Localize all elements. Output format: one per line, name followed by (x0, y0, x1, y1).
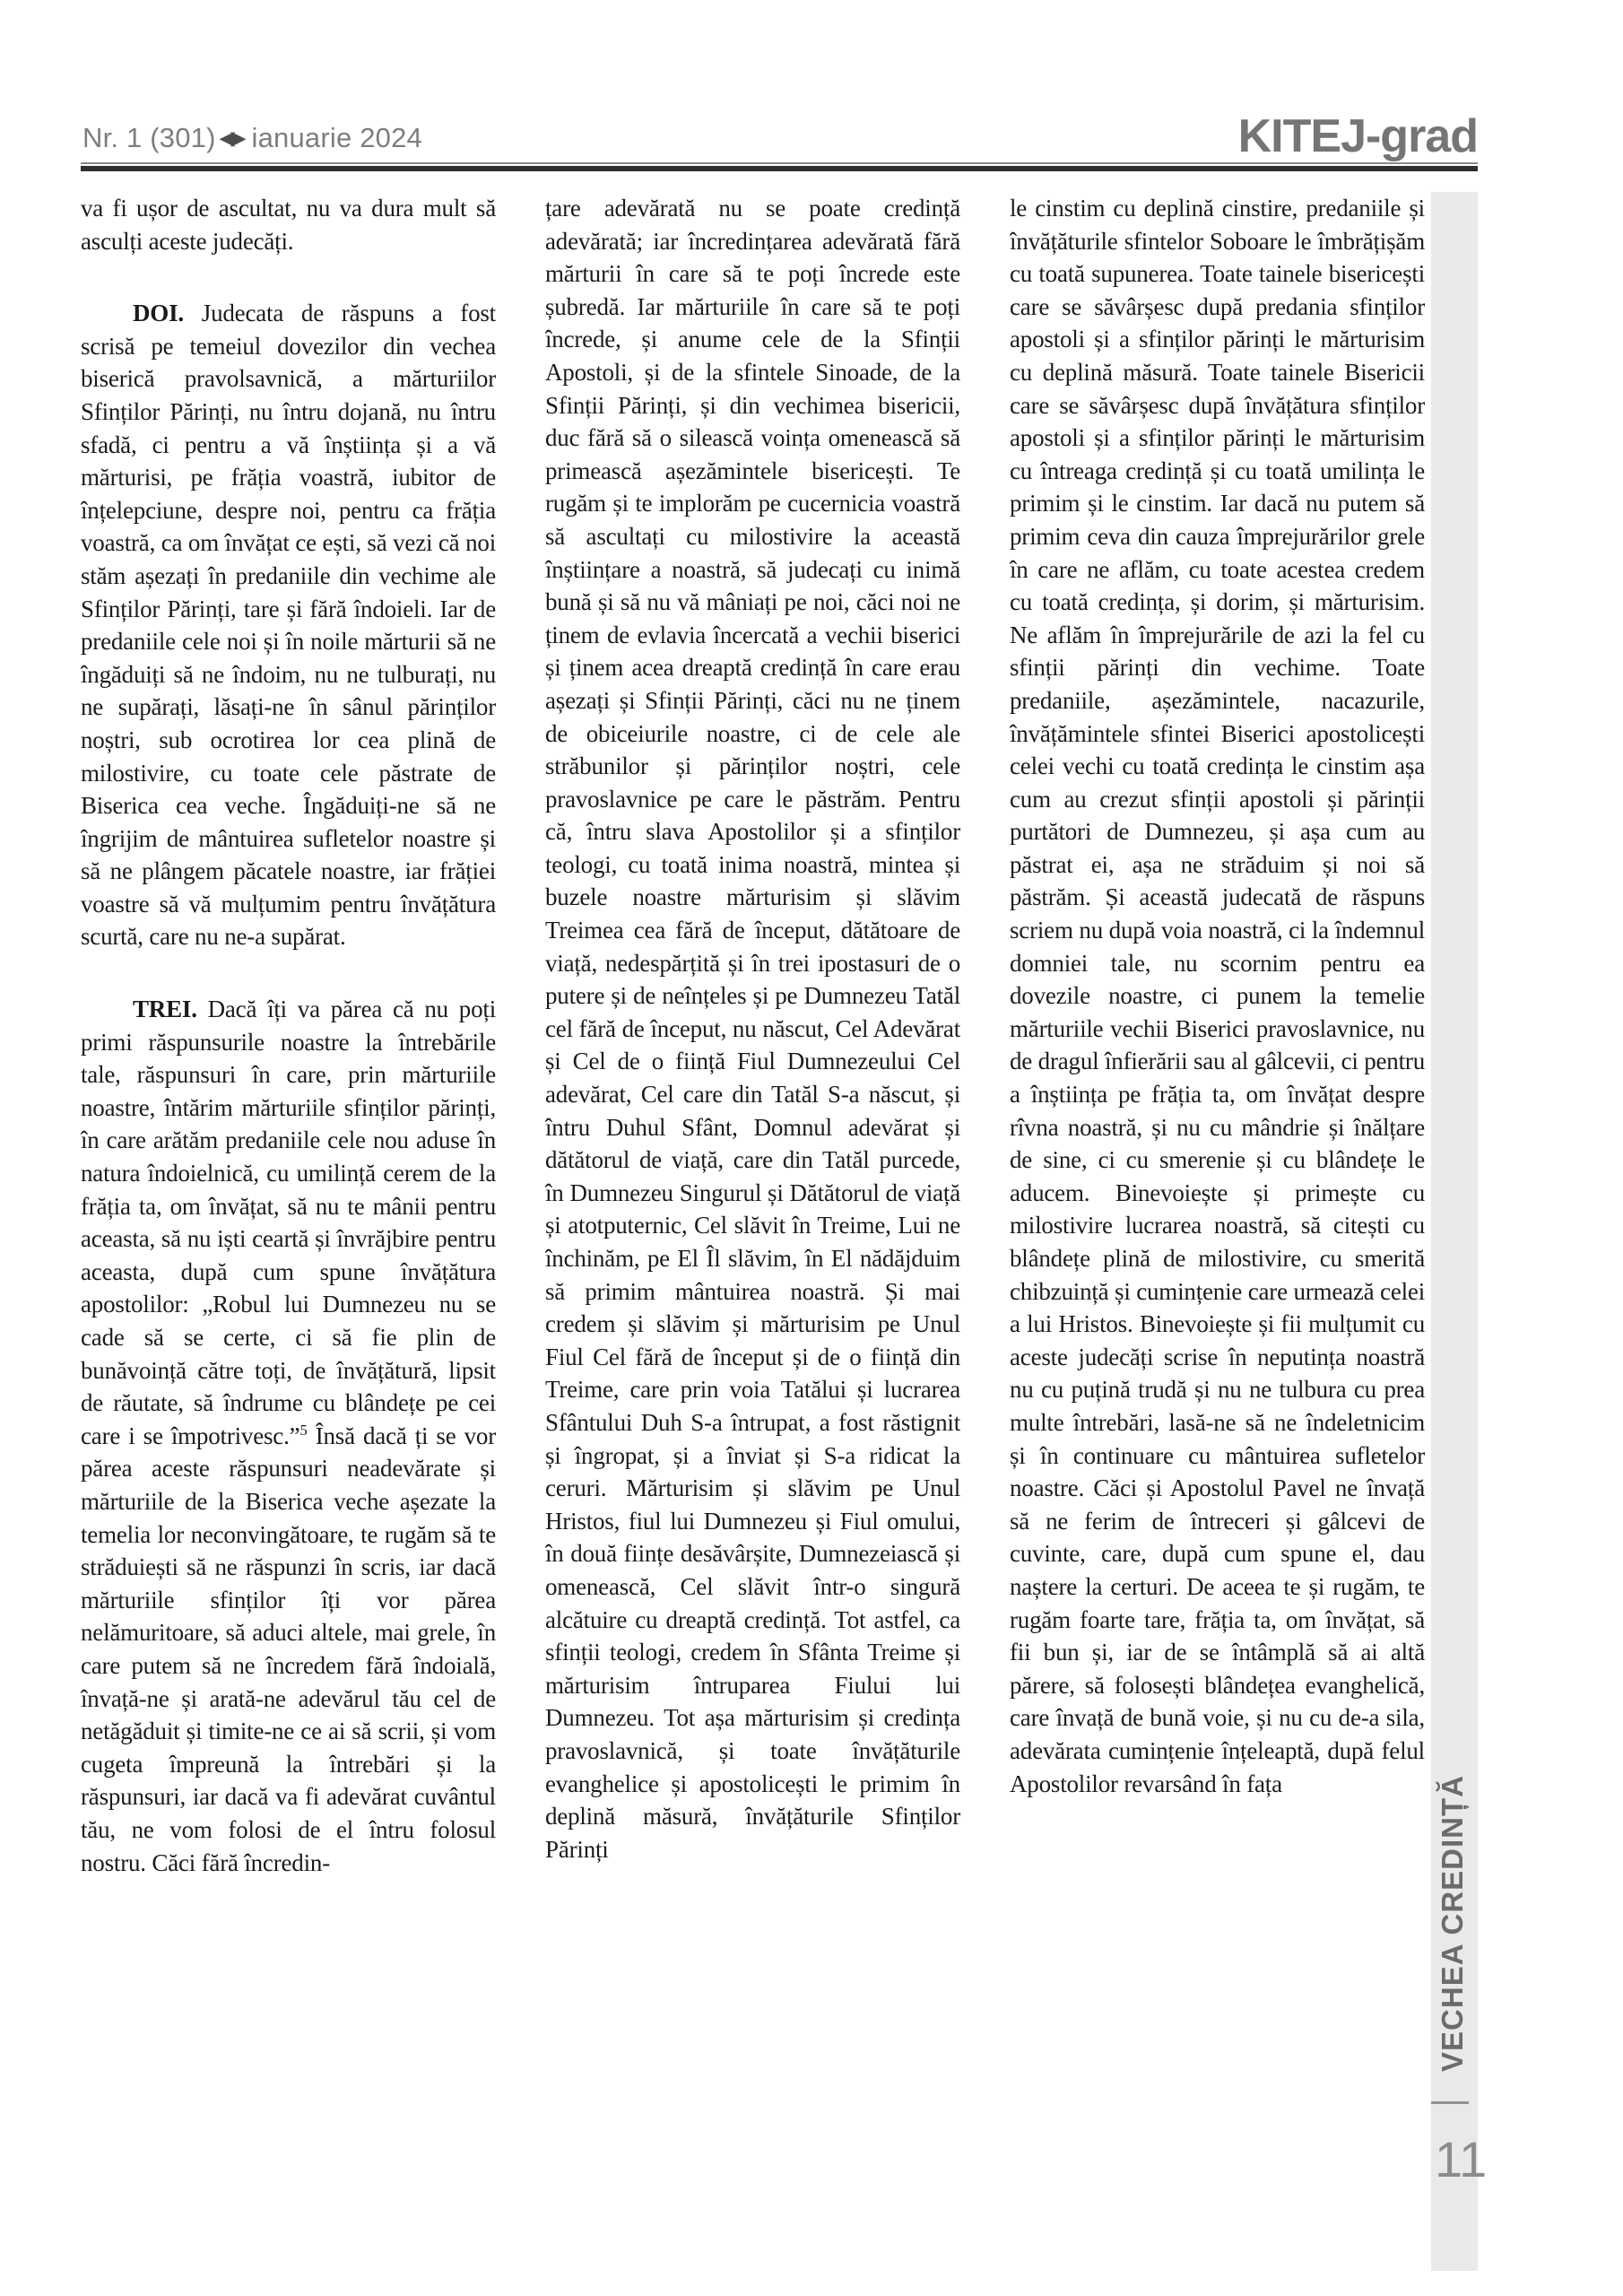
footnote-marker: 5 (299, 1421, 308, 1439)
issue-info (82, 122, 422, 154)
section-band (1431, 192, 1488, 2271)
paragraph-text: Însă dacă ți se vor părea aceste răspunsuri neadevărate și mărturiile de la Biserica veche așezate la temelia lor neconvingătoare, te rugăm să te străduiești să ne răspunzi în scris, iar dacă mărturiile sfinților îți vor părea nelămuritoare, să aduci altele, mai grele, în care putem să ne încredem fără îndoială, învață-ne și arată-ne adevărul tău cel de netăgăduit și timite-ne ce ai să scrii, și vom cugeta împreună la întrebări și la răspunsuri, iar dacă va fi adevărat cuvântul tău, ne vom folosi de el întru folosul nostru. Căci fără încredin- (81, 1422, 496, 1876)
paragraph-lead-word: TREI. (133, 996, 197, 1023)
section-label: VECHEA CREDINȚĂ (1436, 1775, 1469, 2072)
text-column-3 (1010, 192, 1425, 2179)
diamond-left-right-icon: ◀▶ (219, 126, 243, 149)
paragraph-continuation (81, 192, 496, 257)
issue-number: Nr. 1 (301) (82, 122, 216, 153)
paragraph-text: Judecata de răspuns a fost scrisă pe temeiul dovezilor din vechea biserică pravolsavnică, a mărturiilor Sfinților Părinți, nu întru dojană, nu întru sfadă, ci pentru a vă înștiința și a vă mărturisi, pe frăția voastră, iubitor de înțelepciune, despre noi, pentru ca frăția voastră, ca om învățat ce ești, să vezi că noi stăm așezați în predaniile din vechime ale Sfinților Părinți, tare și fără îndoieli. Iar de predaniile cele noi și în noile mărturii să ne îngăduiți să ne îndoim, nu ne tulburați, nu ne supărați, lăsați-ne în sânul părinților noștri, sub ocrotirea lor cea plină de milostivire, cu toate cele păstrate de Biserica cea veche. Îngăduiți-ne să ne îngrijim de mântuirea sufletelor noastre și să ne plângem păcatele noastre, iar frăției voastre să vă mulțumim pentru învățătura scurtă, care nu ne-a supărat. (81, 300, 496, 951)
paragraph-text: Dacă îți va părea că nu poți primi răspunsurile noastre la întrebările tale, răspunsuri în care, prin mărturiile noastre, întărim mărturiile sfinților părinți, în care arătăm predaniile cele nou aduse în natura îndoielnică, cu umilință cerem de la frăția ta, om învățat, să nu te mânii pentru aceasta, să nu iști ceartă și învrăjbire pentru aceasta, după cum spune învățătura apostolilor: „Robul lui Dumnezeu nu se cade să se certe, ci să fie plin de bunăvoință către toți, de învățătură, lipsit de răutate, să îndrume cu blândețe pe cei care i se împotrivesc.” (81, 996, 496, 1449)
paragraph-doi (81, 297, 496, 953)
text-column-2 (545, 192, 960, 2179)
page-number: 11 (1435, 2131, 1488, 2187)
masthead: KITEJ-grad (1237, 110, 1478, 162)
section-divider (1431, 2101, 1469, 2104)
paragraph-text: le cinstim cu deplină cinstire, predaniile și învățăturile sfintelor Soboare le îmbrățișăm cu toată supunerea. Toate tainele bisericești care se săvârșesc după predania sfinților apostoli și a sfinților părinți le mărturisim cu deplină măsură. Toate tainele Bisericii care se săvârșesc după învățătura sfinților apostoli și a sfinților părinți le mărturisim cu întreaga credință și cu toată umilința le primim și le cinstim. Iar dacă nu putem să primim ceva din cauza împrejurărilor grele în care ne aflăm, cu toate acestea credem cu toată credința, și dorim, și mărturisim. Ne aflăm în împrejurările de azi la fel cu sfinții părinți din vechime. Toate predaniile, așezămintele, nacazurile, învățămintele sfintei Biserici apostolicești celei vechi cu toată credința le cinstim așa cum au crezut sfinții apostoli și părinții purtători de Dumnezeu, și așa cum au păstrat ei, așa ne străduim și noi să păstrăm. Și această judecată de răspuns scriem nu după voia noastră, ci la îndemnul domniei tale, nu scornim pentru ea dovezile noastre, ci punem la temelie mărturiile vechii Biserici pravoslavnice, nu de dragul înfierării sau al gâlcevii, ci pentru a înștiința pe frăția ta, om învățat despre rîvna noastră, și nu cu mândrie și înălțare de sine, ci cu smerenie și cu blândețe le aducem. Binevoiește și primește cu milostivire lucrarea noastră, să citești cu blândețe plină de milostivire, cu smerită chibzuință și cumințenie care urmează celei a lui Hristos. Binevoiește și fii mulțumit cu aceste judecăți scrise în neputința noastră nu cu puțină trudă și nu ne tulbura cu prea multe întrebări, lasă-ne să ne îndeletnicim și în continuare cu mântuirea sufletelor noastre. Căci și Apostolul Pavel ne învață să ne ferim de întreceri și gâlcevi de cuvinte, care, după cum spune el, dau naștere la certuri. De aceea te și rugăm, te rugăm foarte tare, frăția ta, om învățat, să fii bun și, iar de se întâmplă să ai altă părere, să folosești blândețea evanghelică, care învață de bună voie, și nu cu de-a sila, adevărata cumințenie înțeleaptă, după felul Apostolilor revarsând în fața (1010, 195, 1425, 1797)
issue-date: ianuarie 2024 (251, 122, 422, 153)
article-body (81, 192, 1426, 2179)
paragraph-text: țare adevărată nu se poate credință adevărată; iar încredințarea adevărată fără mărturii în care să te poți încrede este șubredă. Iar mărturiile în care să te poți încrede, și anume cele de la Sfinții Apostoli, și de la sfintele Sinoade, de la Sfinții Părinți, și din vechimea bisericii, duc fără să o silească voința omenească să primească așezămintele bisericești. Te rugăm și te implorăm pe cucernicia voastră să ascultați cu milostivire la această înștiințare a noastră, să judecați cu inimă bună și să nu vă mâniați pe noi, căci noi ne ținem de evlavia încercată a vechii biserici și ținem acea dreaptă credință în care erau așezați și Sfinții Părinți, căci nu ne ținem de obiceiurile noastre, ci de cele ale străbunilor și părinților noștri, cele pravoslavnice pe care le păstrăm. Pentru că, întru slava Apostolilor și a sfinților teologi, cu toată inima noastră, mintea și buzele noastre mărturisim și slăvim Treimea cea fără de început, dătătoare de viață, nedespărțită și în trei ipostasuri de o putere și de neînțeles și pe Dumnezeu Tatăl cel fără de început, nu născut, Cel Adevărat și Cel de o ființă Fiul Dumnezeului Cel adevărat, Cel care din Tatăl S-a născut, și întru Duhul Sfânt, Domnul adevărat și dătătorul de viață, care din Tatăl purcede, în Dumnezeu Singurul și Dătătorul de viață și atotputernic, Cel slăvit în Treime, Lui ne închinăm, pe El Îl slăvim, în El nădăjduim să primim mântuirea noastră. Și mai credem și slăvim și mărturisim pe Unul Fiul Cel fără de început și de o ființă din Treime, care prin voia Tatălui și lucrarea Sfântului Duh S-a întrupat, a fost răstignit și îngropat, și a înviat și S-a ridicat la ceruri. Mărturisim și slăvim pe Unul Hristos, fiul lui Dumnezeu și Fiul omului, în două ființe desăvârșite, Dumnezeiască și omenească, Cel slăvit într-o singură alcătuire cu dreaptă credință. Tot astfel, ca sfinții teologi, credem în Sfânta Treime și mărturisim întruparea Fiului lui Dumnezeu. Tot așa mărturisim și credința pravoslavnică, și toate învățăturile evanghelice și apostolicești le primim în deplină măsură, învățăturile Sfinților Părinți (545, 195, 960, 1863)
header-rule (81, 162, 1478, 171)
text-column-1 (81, 192, 496, 2179)
paragraph-text: va fi ușor de ascultat, nu va dura mult să asculți aceste judecăți. (81, 195, 496, 255)
paragraph-lead-word: DOI. (133, 300, 184, 327)
paragraph-trei (81, 993, 496, 1879)
